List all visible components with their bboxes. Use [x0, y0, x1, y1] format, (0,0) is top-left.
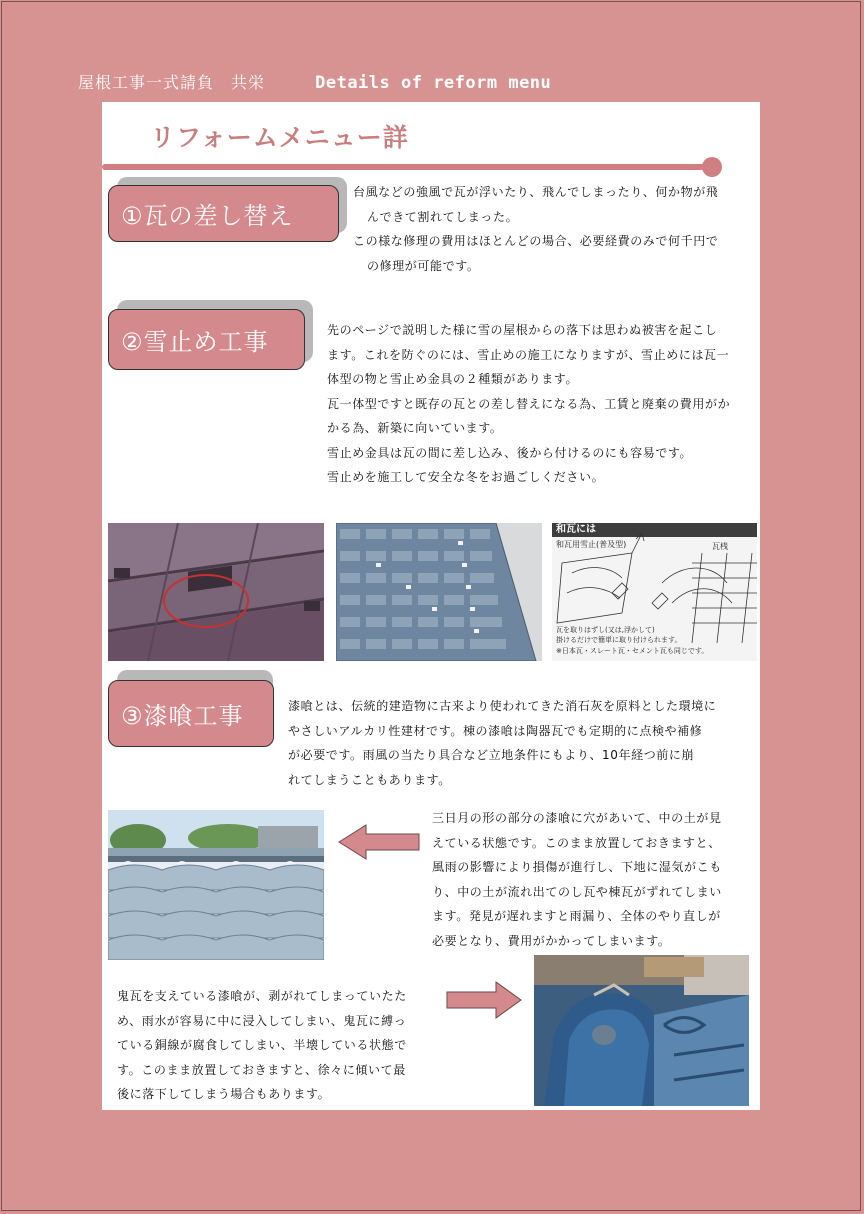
title-rule [102, 164, 710, 170]
text-line: ている銅線が腐食してしまい、半壊している状態で [117, 1038, 407, 1052]
section-2-badge: ②雪止め工事 [108, 309, 305, 370]
menu-title-english: Details of reform menu [315, 73, 552, 93]
text-line: ます。これを防ぐのには、雪止めの施工になりますが、雪止めには瓦一 [327, 347, 730, 362]
text-line: の修理が可能です。 [367, 258, 480, 273]
text-line: やさしいアルカリ性建材です。棟の漆喰は陶器瓦でも定期的に点検や補修 [288, 723, 703, 738]
section-3-badge: ③漆喰工事 [108, 680, 274, 747]
text-line: れてしまうこともあります。 [288, 772, 451, 787]
page-header [78, 70, 551, 96]
section-1-badge: ①瓦の差し替え [108, 185, 339, 242]
roof-snow-stoppers-photo [336, 523, 542, 661]
snow-stopper-diagram [552, 523, 757, 661]
onigawara-image [534, 955, 749, 1106]
snow-stopper-tile-image [108, 523, 324, 661]
onigawara-text [117, 984, 442, 1107]
text-line: かる為、新築に向いています。 [327, 421, 503, 435]
text-line: 瓦一体型ですと既存の瓦との差し替えになる為、工賃と廃棄の費用がか [327, 396, 731, 411]
text-line: ます。発見が遅れますと雨漏り、全体のやり直しが [432, 909, 721, 923]
section-1-text [353, 180, 753, 278]
diagram-note-1: 瓦を取りはずし(又は,浮かして) [556, 626, 655, 634]
ridge-plaster-photo [108, 810, 324, 960]
ridge-plaster-image [108, 810, 324, 960]
text-line: えている状態です。このまま放置しておきますと、 [432, 835, 721, 850]
diagram-note-2: 掛けるだけで簡単に取り付けられます。 [556, 636, 682, 644]
left-arrow-icon [338, 824, 420, 860]
text-line: 雪止め金具は瓦の間に差し込み、後から付けるのにも容易です。 [327, 445, 693, 460]
crescent-plaster-text [432, 806, 757, 953]
text-line: 三日月の形の部分の漆喰に穴があいて、中の土が見 [432, 811, 722, 825]
title-rule-dot [702, 157, 722, 177]
text-line: 必要となり、費用がかかってしまいます。 [432, 933, 671, 948]
text-line: 台風などの強風で瓦が浮いたり、飛んでしまったり、何か物が飛 [353, 185, 719, 199]
roof-snow-stoppers-image [336, 523, 542, 661]
text-line: 体型の物と雪止め金具の２種類があります。 [327, 372, 579, 386]
section-3-text [288, 694, 758, 792]
text-line: 鬼瓦を支えている漆喰が、剥がれてしまっていたた [117, 989, 407, 1003]
diagram-subtitle: 和瓦用雪止(普及型) [556, 540, 627, 549]
text-line: 先のページで説明した様に雪の屋根からの落下は思わぬ被害を起こし [327, 323, 718, 337]
onigawara-photo [534, 955, 749, 1106]
diagram-header: 和瓦には [552, 523, 757, 537]
page-title: リフォームメニュー詳 [150, 123, 409, 152]
company-name: 屋根工事一式請負 共栄 [78, 73, 266, 92]
text-line: 風雨の影響により損傷が進行し、下地に湿気がこも [432, 860, 722, 874]
diagram-note-3: ※日本瓦・スレート瓦・セメント瓦も同じです。 [556, 647, 709, 655]
text-line: が必要です。雨風の当たり具合など立地条件にもより、10年経つ前に崩 [288, 748, 695, 762]
text-line: んできて割れてしまった。 [367, 209, 519, 224]
text-line: この様な修理の費用はほとんどの場合、必要経費のみで何千円で [353, 234, 719, 248]
text-line: 雪止めを施工して安全な冬をお過ごしください。 [327, 470, 605, 484]
text-line: す。このまま放置しておきますと、徐々に傾いて最 [117, 1062, 406, 1077]
text-line: 後に落下してしまう場合もあります。 [117, 1087, 331, 1101]
right-arrow-icon [446, 980, 522, 1020]
text-line: 漆喰とは、伝統的建造物に古来より使われてきた消石灰を原料とした環境に [288, 699, 717, 713]
diagram-tile-label: 瓦桟 [712, 542, 728, 551]
text-line: り、中の土が流れ出てのし瓦や棟瓦がずれてしまい [432, 884, 722, 899]
snow-stopper-tile-photo [108, 523, 324, 661]
text-line: め、雨水が容易に中に浸入してしまい、鬼瓦に縛っ [117, 1013, 407, 1028]
section-2-text [327, 318, 757, 490]
